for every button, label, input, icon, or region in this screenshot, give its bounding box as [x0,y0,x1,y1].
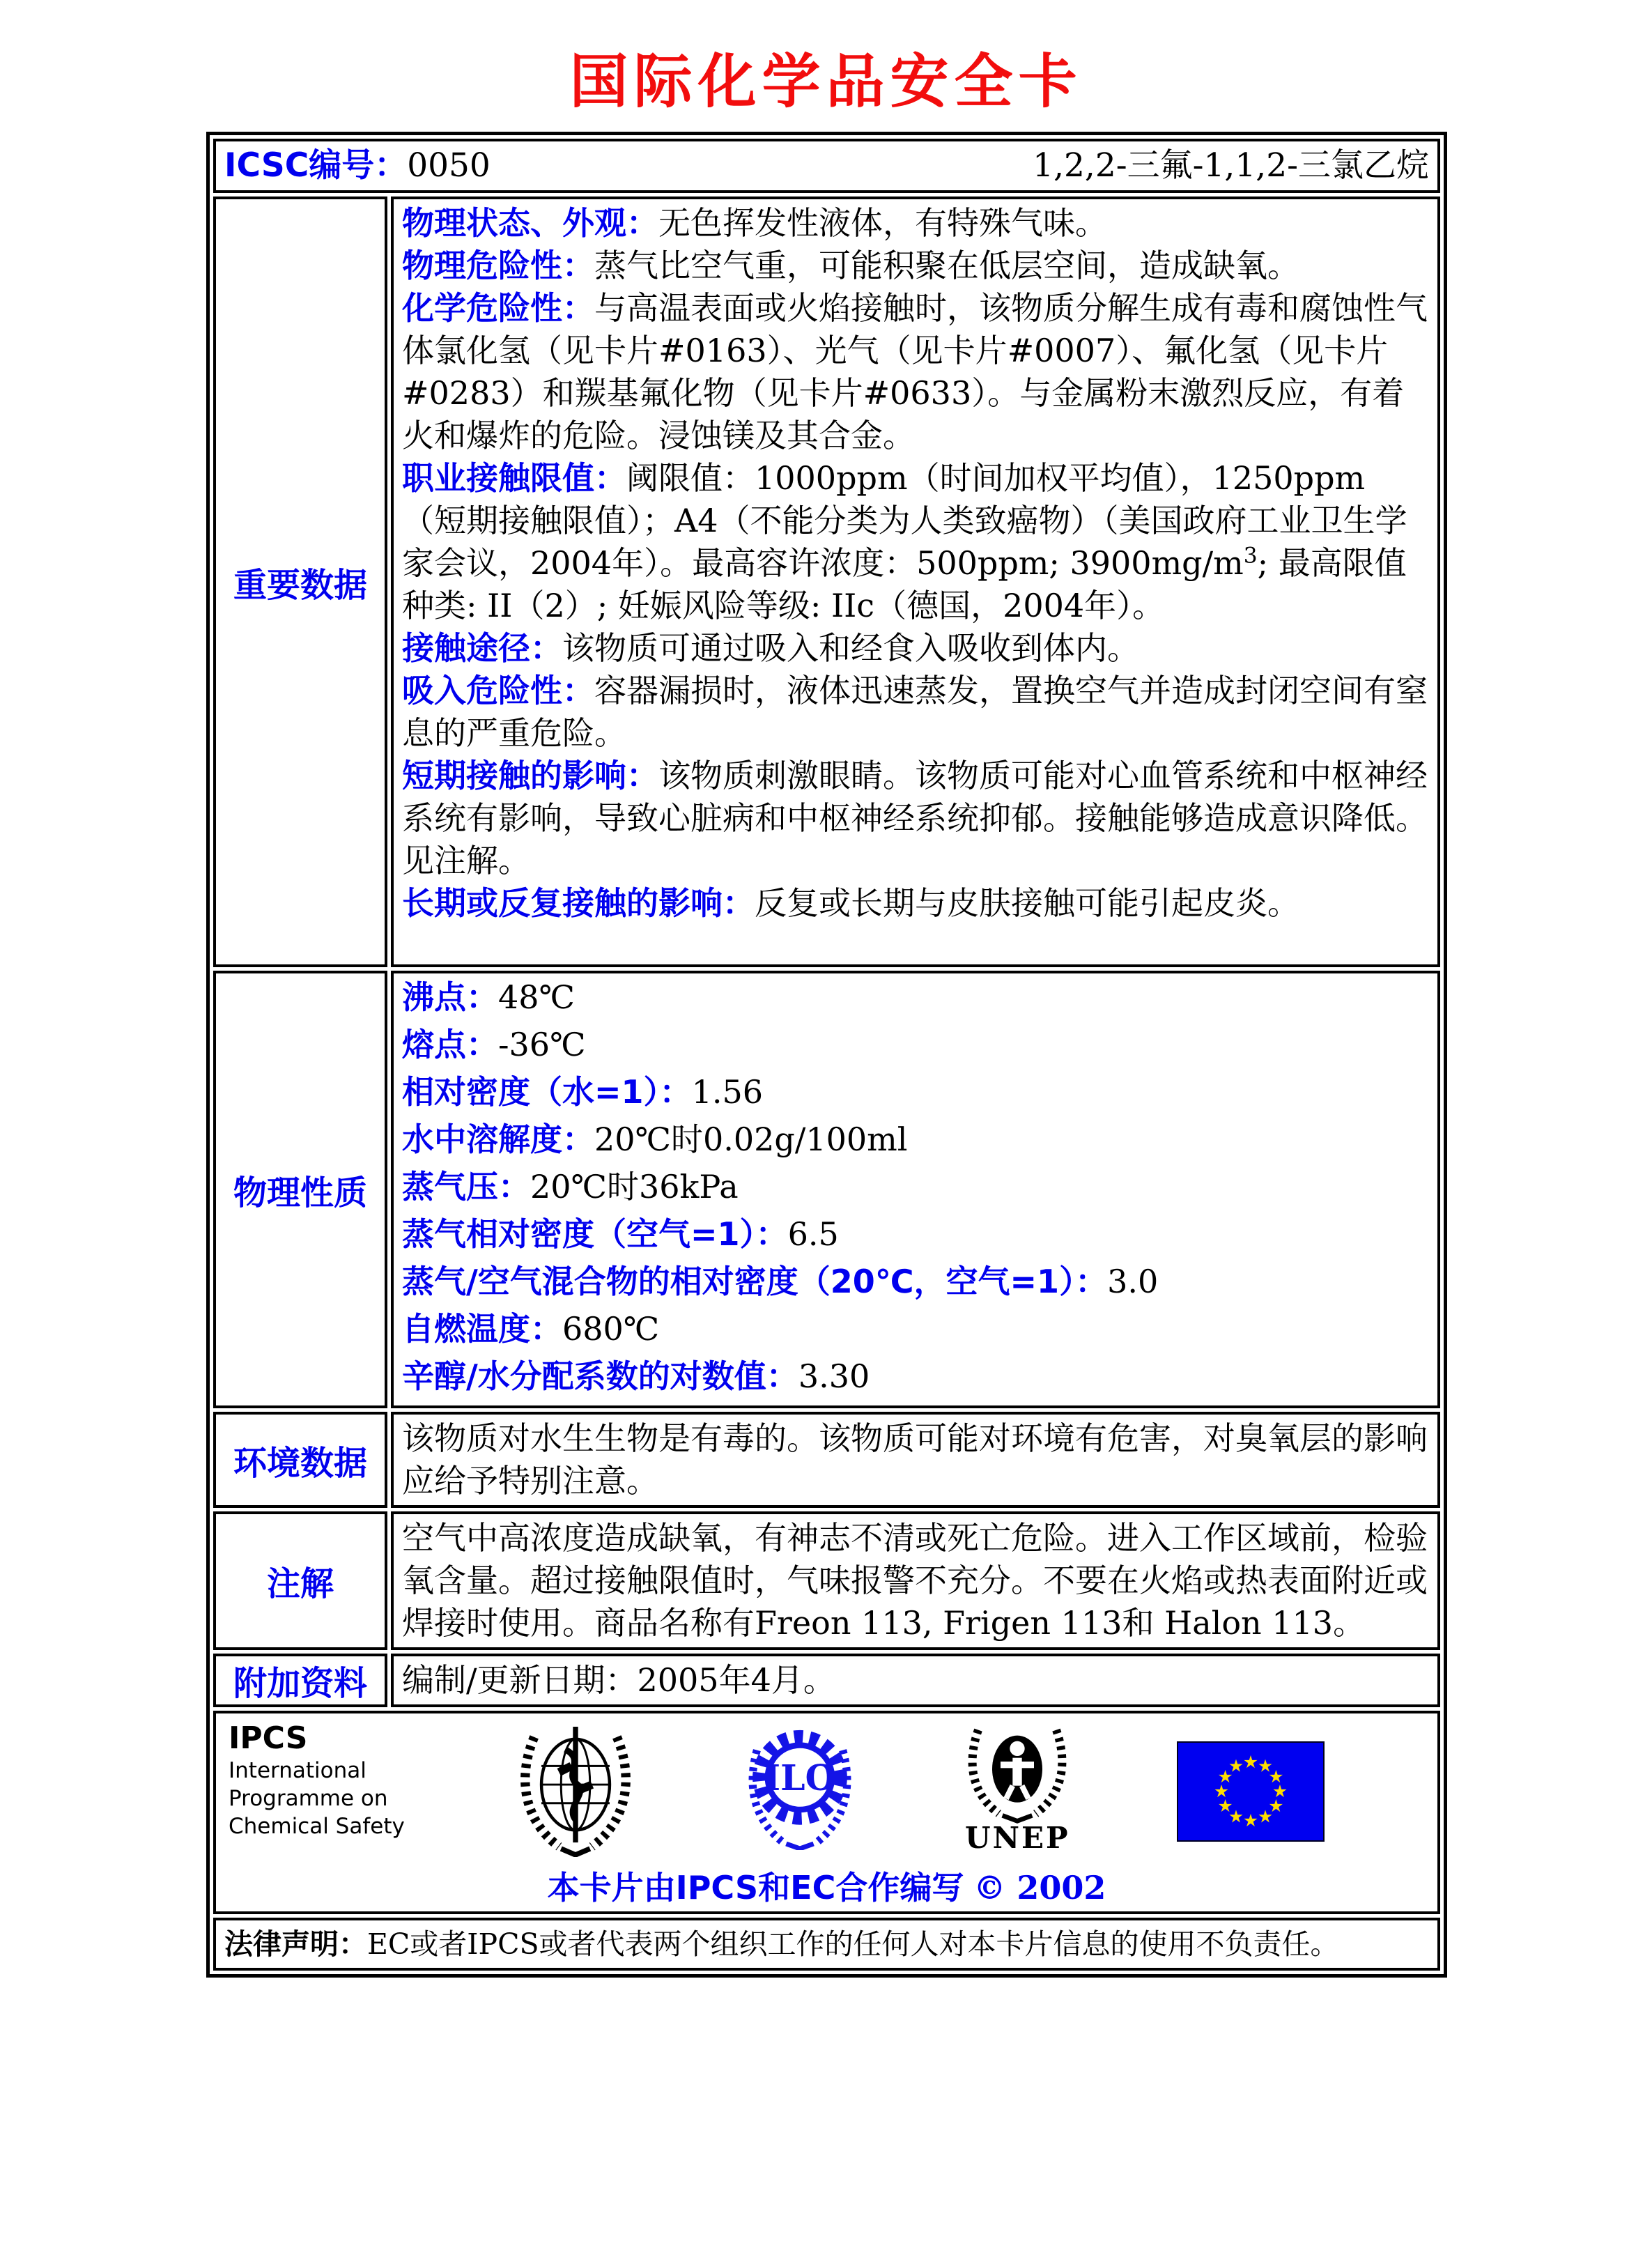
header-cell [213,139,1440,193]
icsc-number: ICSC编号：0050 [224,146,491,185]
text-segment: 该物质对水生生物是有毒的。该物质可能对环境有危害，对臭氧层的影响应给予特别注意。 [402,1419,1428,1500]
section-label-additional-info: 附加资料 [213,1654,387,1707]
paragraph [402,976,1429,1019]
ipcs-text-block [229,1720,410,1840]
paragraph [224,1925,1429,1963]
icsc-card [206,132,1447,1978]
legal-disclaimer [213,1918,1440,1971]
additional-info-content [391,1654,1440,1707]
text-segment: 20℃时0.02g/100ml [594,1120,908,1158]
text-segment: 该物质刺激眼睛。该物质可能对心血管系统和中枢神经系统有影响，导致心脏病和中枢神经系统抑郁。接触能够造成意识降低。见注解。 [402,757,1428,879]
field-label: 接触途径： [402,629,562,667]
ipcs-name: IPCS [229,1720,308,1756]
field-label: 水中溶解度： [402,1120,594,1158]
paragraph [402,882,1429,925]
text-segment: 680℃ [562,1310,660,1348]
text-segment: EC或者IPCS或者代表两个组织工作的任何人对本卡片信息的使用不负责任。 [367,1927,1339,1961]
field-label: 长期或反复接触的影响： [402,884,755,922]
field-label: 蒸气相对密度（空气=1）： [402,1215,788,1253]
section-label-important-data: 重要数据 [213,197,387,967]
field-label: 职业接触限值： [402,459,626,497]
field-label: 物理状态、外观： [402,204,658,242]
paragraph [402,287,1429,457]
unep-logo-text: UNEP [964,1821,1070,1855]
important-data-content [391,197,1440,967]
chemical-name: 1,2,2-三氟-1,1,2-三氯乙烷 [1033,146,1429,185]
text-segment: 蒸气比空气重，可能积聚在低层空间，造成缺氧。 [594,247,1299,284]
field-label: 相对密度（水=1）： [402,1073,692,1111]
field-label: 蒸气压： [402,1168,530,1205]
environmental-data-content [391,1412,1440,1508]
text-segment: 6.5 [787,1215,839,1253]
text-segment: 3.0 [1107,1263,1159,1300]
important-data-row [213,197,1440,967]
notes-content [391,1511,1440,1650]
paragraph [402,1308,1429,1350]
eu-flag-icon [1177,1741,1325,1842]
paragraph [402,1261,1429,1303]
text-segment: 该物质可通过吸入和经食入吸收到体内。 [562,629,1139,667]
physical-properties-content [391,971,1440,1408]
field-label: 吸入危险性： [402,672,594,709]
legal-row [213,1918,1440,1971]
field-label: 法律声明： [224,1927,367,1961]
text-segment: 反复或长期与皮肤接触可能引起皮炎。 [755,884,1299,922]
paragraph [402,1517,1429,1644]
field-label: 熔点： [402,1026,498,1063]
paragraph [402,1071,1429,1114]
paragraph [402,1213,1429,1256]
section-label-physical-properties: 物理性质 [213,971,387,1408]
text-segment: 与高温表面或火焰接触时，该物质分解生成有毒和腐蚀性气体氯化氢（见卡片#0163）、光气（见卡片#0007）、氟化氢（见卡片#0283）和羰基氟化物（见卡片#0633）。与金属粉末激烈反应，有着火和爆炸的危险。浸蚀镁及其合金。 [402,289,1428,454]
ipcs-line3: Chemical Safety [229,1814,405,1839]
credit-line: 本卡片由IPCS和EC合作编写 © 2002 [547,1869,1106,1906]
paragraph [402,1024,1429,1066]
text-segment: 3 [1243,543,1258,569]
paragraph [402,670,1429,755]
ilo-logo-icon [741,1720,858,1850]
field-label: 沸点： [402,978,498,1016]
ipcs-logos-cell [213,1711,1440,1914]
paragraph [402,1118,1429,1161]
text-segment: 3.30 [798,1357,870,1395]
text-segment: 20℃时36kPa [530,1168,739,1205]
text-segment: ; 最高限值种类: II（2）; 妊娠风险等级: IIc（德国，2004年）。 [402,544,1407,624]
paragraph [402,202,1429,245]
ilo-logo-text: ILO [764,1757,835,1798]
field-label: 蒸气/空气混合物的相对密度（20℃，空气=1）： [402,1263,1108,1300]
paragraph [402,245,1429,287]
text-segment: 48℃ [498,978,575,1016]
paragraph [402,1659,1429,1702]
notes-row [213,1511,1440,1650]
text-segment: 阈限值：1000ppm（时间加权平均值），1250ppm（短期接触限值）；A4（不能分类为人类致癌物）（美国政府工业卫生学家会议，2004年）。最高容许浓度：500ppm; 3900mg/m [402,459,1407,582]
field-label: 物理危险性： [402,247,594,284]
ipcs-logos-row [213,1711,1440,1914]
text-segment: -36℃ [498,1026,586,1063]
who-logo-icon [514,1720,638,1857]
paragraph [402,755,1429,882]
section-label-environmental-data: 环境数据 [213,1412,387,1508]
field-label: 自燃温度： [402,1310,562,1348]
unep-logo-icon [962,1720,1073,1855]
paragraph [402,457,1429,627]
text-segment: 无色挥发性液体，有特殊气味。 [658,204,1107,242]
section-label-notes: 注解 [213,1511,387,1650]
page-title: 国际化学品安全卡 [569,47,1083,116]
text-segment: 编制/更新日期：2005年4月。 [402,1661,835,1699]
ipcs-line2: Programme on [229,1786,388,1811]
field-label: 短期接触的影响： [402,757,658,794]
physical-properties-row [213,971,1440,1408]
field-label: 化学危险性： [402,289,594,327]
text-segment: 容器漏损时，液体迅速蒸发，置换空气并造成封闭空间有窒息的严重危险。 [402,672,1428,752]
field-label: 辛醇/水分配系数的对数值： [402,1357,798,1395]
text-segment: 1.56 [691,1073,763,1111]
paragraph [402,1166,1429,1208]
ipcs-line1: International [229,1758,366,1783]
paragraph [402,1417,1429,1502]
paragraph [402,1355,1429,1398]
text-segment: 空气中高浓度造成缺氧，有神志不清或死亡危险。进入工作区域前，检验氧含量。超过接触限值时，气味报警不充分。不要在火焰或热表面附近或焊接时使用。商品名称有Freon 113, Frigen 113和 Halon 113。 [402,1519,1428,1642]
paragraph [402,627,1429,670]
header-row [213,139,1440,193]
environmental-data-row [213,1412,1440,1508]
additional-info-row [213,1654,1440,1707]
